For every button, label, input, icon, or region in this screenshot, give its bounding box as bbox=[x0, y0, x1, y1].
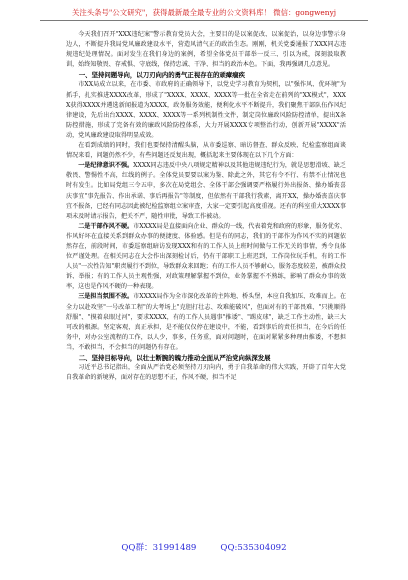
header-banner: 关注头条号"公文研究"，获得最新最全最专业的公文资料库！ 微信：gongwenyj bbox=[40, 6, 368, 21]
point-3-paragraph bbox=[66, 292, 346, 353]
section1-paragraph-2: 在看到成绩的同时，我们也要保持清醒头脑，从市委巡察、暗访督查、群众反映、纪检监察组面谈情况来看，问题仍然不少，有些问题还反复出现，概括起来主要体现在以下几个方面： bbox=[66, 142, 346, 160]
section-heading-2: 二、坚持目标导向，以壮士断腕的魄力推动全面从严治党向纵深发展 bbox=[78, 354, 271, 362]
point-1-body: XXXX同志违反中央八项规定精神以及其他违规违纪行为，就是思想滑坡、缺乏敬畏、警惕性不高，红线的例子。全体党员要要以案为鉴、除此之外，其它有令不行、有禁不止情况也时有发生。比如局党组三令五申，多次在局党组会、全体干部会强调要严格履行外出报备、操办婚丧喜庆事宜"事先报告、作出承诺、事后再报告"等制度，但依然有干部我行我素，离开XX，操办婚丧喜庆事宜不报备，已经有同志因此被纪检监察组立案审查，大家一定要引起高度重视。还有的科室重大XXXX事项未及时请示报告，把关不严，随性审批，导致工作被动。 bbox=[66, 162, 346, 220]
section-heading-1: 一、坚持问题导向，以刀刃向内的勇气正视存在的顽瘴痼疾 bbox=[78, 71, 245, 80]
point-2-paragraph bbox=[66, 222, 346, 293]
point-2-body: 市XXXX局是直接面向企业、群众的一线，代表着党和政府的形象，服务优劣、作风好坏在直接关系到群众办事的便捷度、体验感。但是有的同志，我们的干部作为作风不实的问题依然存在，前段时间，市委巡察组暗访发现XXX和有的工作人员上班时间做与工作无关的事情，秀令良体位严谨处理。在相关同志在大会作出深刻检讨后，仍有干部职工上班迟到，工作岗位玩手机，有的工作人员"一次性告知"职责履行不到位，导致群众来回跑；有的工作人员不够耐心，服务态度较差，被群众投诉、举报；有的工作人员主观性强，对政策理解掌握不到位，业务掌握不不熟练，影响了群众办事的效率，这也是作风不硬的一种表现。 bbox=[66, 222, 346, 291]
section2-paragraph-1: 习近平总书记指出，全面从严治党必须坚持刀刃向内，勇于自我革命的伟大实践，开辟了百年大党自我革命的新境界，面对存在的思想不正，作风不硬，担当不足 bbox=[66, 364, 346, 382]
footer-qq-number: QQ:535304092 bbox=[220, 543, 287, 553]
section1-paragraph-1: 市XX局成立以来，在市委、市政府的正确领导下，以党史学习教育为契机，以"强作风、优环境"为抓手，扎实推进XXXX改革，形成了"XXXX、XXXX、XXXX等一批在全省走在前列的"XX模式"，XXXX获得XXXX并遴选新闻报道为XXXX，政务服务效能，便利化水平不断提升，我们聚焦干部队伍作风纪律建设，先后出台XXXX、XXXX、XXXX等一系列机制性文件，制定岗位廉政风险防控清单，提出X条防控措施，形成了完备有效的廉政风险防控体系，大力开展XXXX专项整治行动，创新开展"XXXX"活动，党风廉政建设取得明显成效。 bbox=[66, 81, 346, 139]
point-3-lead: 三是担当氛围不浓。 bbox=[78, 293, 134, 301]
point-1-paragraph bbox=[66, 161, 346, 222]
point-2-lead: 二是干部作风不硬。 bbox=[78, 222, 134, 230]
intro-paragraph: 今天我们召开"XXX违纪案"警示教育党员大会，主要目的是以案促改、以案促治，以身边事警示身边人，不断提升我局党风廉政建设水平，营造风清气正的政治生态。刚刚，机关党委通报了XXX同志违规违纪处理情况。面对发生在我们身边的案例，希望全体党员干部举一反三、引以为戒，深刻汲取教训，始终知敬畏、存戒惧、守底线，保持忠诚、干净、担当的政治本色。下面，我再强调几点意见。 bbox=[66, 31, 346, 69]
point-1-lead: 一是纪律意识不强。 bbox=[78, 162, 134, 170]
document-body bbox=[66, 30, 346, 383]
footer-contacts bbox=[0, 541, 408, 555]
point-3-body: 市XXXX局作为全市深化改革的主阵地、桥头堡，本应自我加压、攻难而上。在全力以赴攻坚"一号改革工程"的大考场上"克胆打壮志、攻难能破风"，但面对有的干部畏难、"只挑顺得舒服"、"摸着泉眼过河"，要求XXXX，有的工作人员遇事"推诿"、"踢皮球"，缺乏工作主动性，缺三大可改的根源。坚定客观，真正承担，是不能仅仅停在建设中，不能，看到事后的责任担当，在今后的任务中，对办公室流程的工作，以人少，事多，任务重，面对问题时，在面对紧紧多种理由推诿，不想担当，不敢担当，不会担当的问题仍有存在。 bbox=[66, 293, 346, 351]
footer-qq-group: QQ群：31991489 bbox=[121, 543, 197, 553]
